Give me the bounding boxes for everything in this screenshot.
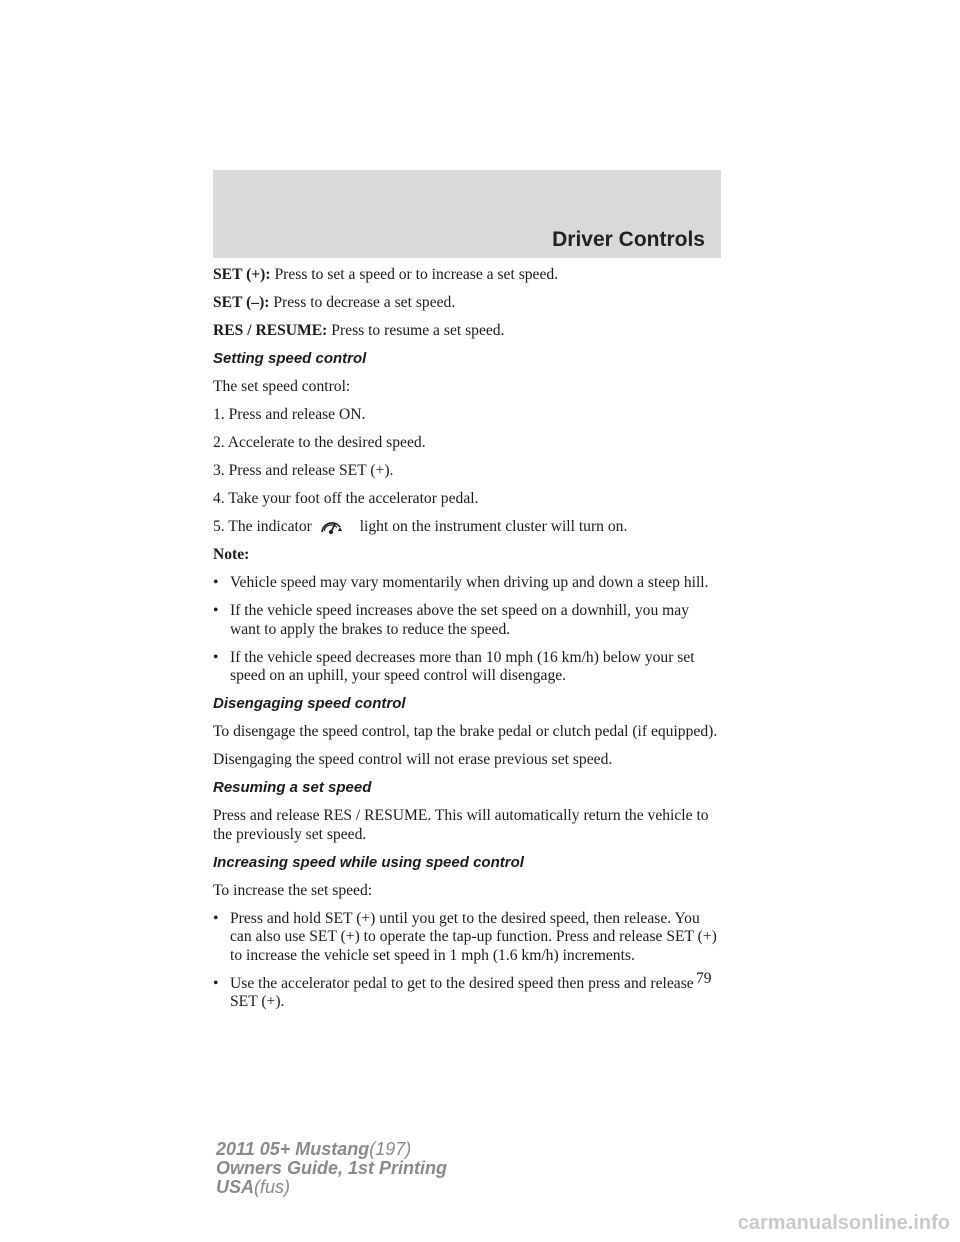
speed-control-icon: [318, 518, 346, 536]
increasing-intro: To increase the set speed:: [213, 881, 373, 899]
section-header-band: [213, 170, 721, 258]
step5-text-after: light on the instrument cluster will turn on.: [359, 518, 628, 535]
print-footer: [216, 1140, 447, 1197]
page-content: [213, 266, 723, 1021]
bullet-dot: •: [213, 909, 219, 927]
note-bullet: [213, 649, 723, 686]
setting-step-4: 4. Take your foot off the accelerator pedal.: [213, 490, 479, 507]
button-description-set-minus: [213, 294, 723, 313]
bullet-text: Use the accelerator pedal to get to the desired speed then press and release SET (+).: [230, 974, 694, 1010]
note-bullet: [213, 574, 723, 593]
increasing-bullet: [213, 975, 723, 1012]
heading-increasing-speed: Increasing speed while using speed control: [213, 853, 524, 871]
footer-line-1: 2011 05+ Mustang(197): [216, 1139, 412, 1159]
bullet-text: Vehicle speed may vary momentarily when driving up and down a steep hill.: [230, 574, 709, 591]
button-label: SET (–):: [213, 294, 270, 311]
section-title: Driver Controls: [552, 228, 705, 251]
setting-intro: The set speed control:: [213, 378, 351, 395]
bullet-text: Press and hold SET (+) until you get to the desired speed, then release. You can also use SET (+) to operate the tap-up function. Press and release SET (+) to increase the vehicle set speed in 1 mph (1.6 km/h) increments.: [230, 909, 717, 964]
setting-step-3: 3. Press and release SET (+).: [213, 462, 394, 479]
note-bullet: [213, 602, 723, 639]
watermark-link[interactable]: carmanualsonline.info: [737, 1212, 950, 1234]
setting-step-2: 2. Accelerate to the desired speed.: [213, 434, 426, 451]
bullet-dot: •: [213, 602, 219, 619]
note-label: Note:: [213, 546, 250, 563]
heading-resuming-set-speed: Resuming a set speed: [213, 779, 372, 796]
button-label: SET (+):: [213, 266, 271, 283]
button-desc: Press to resume a set speed.: [331, 322, 505, 339]
button-label: RES / RESUME:: [213, 322, 328, 339]
setting-step-1: 1. Press and release ON.: [213, 406, 366, 423]
page-number: 79: [696, 970, 712, 987]
heading-setting-speed-control: Setting speed control: [213, 350, 367, 367]
disengaging-paragraph-1: To disengage the speed control, tap the brake pedal or clutch pedal (if equipped).: [213, 723, 718, 740]
disengaging-paragraph-2: Disengaging the speed control will not erase previous set speed.: [213, 751, 613, 768]
bullet-dot: •: [213, 574, 219, 591]
button-description-resume: [213, 322, 723, 341]
step5-text-before: 5. The indicator: [213, 518, 312, 535]
bullet-text: If the vehicle speed increases above the set speed on a downhill, you may want to apply the brakes to reduce the speed.: [230, 602, 689, 638]
bullet-text: If the vehicle speed decreases more than 10 mph (16 km/h) below your set speed on an uphill, your speed control will disengage.: [230, 648, 695, 684]
bullet-dot: •: [213, 974, 219, 992]
setting-step-5: [213, 518, 723, 537]
footer-line-3: USA(fus): [216, 1177, 291, 1197]
button-description-set-plus: [213, 266, 723, 285]
heading-disengaging-speed-control: Disengaging speed control: [213, 695, 406, 712]
footer-line-2: Owners Guide, 1st Printing: [216, 1158, 448, 1178]
bullet-dot: •: [213, 648, 219, 666]
button-desc: Press to decrease a set speed.: [273, 294, 456, 311]
button-desc: Press to set a speed or to increase a set speed.: [274, 266, 559, 283]
resuming-paragraph: Press and release RES / RESUME. This will automatically return the vehicle to the previously set speed.: [213, 807, 709, 843]
increasing-bullet: [213, 910, 723, 966]
